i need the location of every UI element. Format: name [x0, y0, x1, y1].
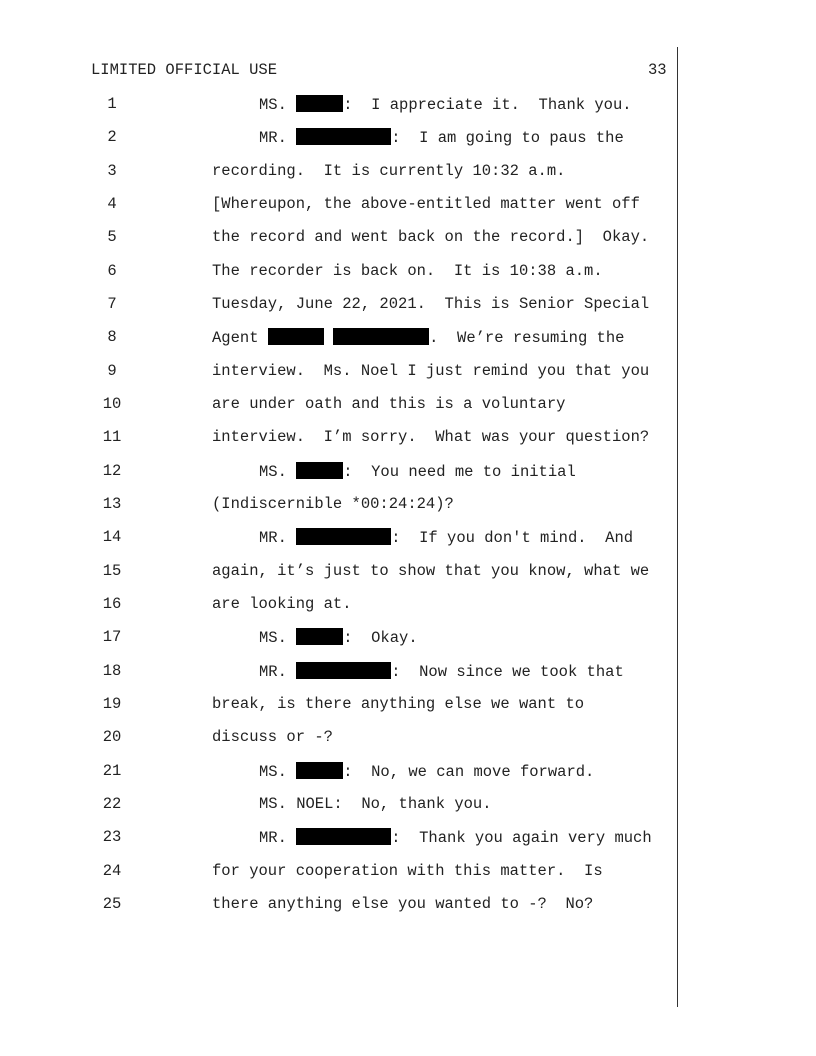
transcript-line: [0, 262, 690, 284]
transcript-line: [0, 495, 690, 517]
classification-marking: LIMITED OFFICIAL USE: [91, 61, 278, 79]
line-text: interview. Ms. Noel I just remind you that you: [212, 362, 650, 380]
line-content: : No, we can move forward.: [343, 763, 595, 781]
transcript-line: [0, 662, 690, 684]
line-number: 3: [107, 162, 117, 180]
line-number: 5: [107, 228, 117, 246]
transcript-line: [0, 462, 690, 484]
line-content: : I am going to paus the: [391, 129, 624, 147]
line-number: 4: [107, 195, 117, 213]
transcript-line: [0, 762, 690, 784]
line-text: Tuesday, June 22, 2021. This is Senior Special: [212, 295, 650, 313]
line-number: 13: [102, 495, 122, 513]
transcript-line: [0, 95, 690, 117]
line-text: interview. I’m sorry. What was your question?: [212, 428, 650, 446]
speaker-title: MS.: [259, 463, 297, 481]
redaction-block: [296, 662, 391, 679]
line-text: [259, 762, 594, 781]
line-number: 14: [102, 528, 122, 546]
line-number: 1: [107, 95, 117, 113]
transcript-line: [0, 295, 690, 317]
transcript-line: [0, 895, 690, 917]
redaction-block: [333, 328, 429, 345]
line-number: 9: [107, 362, 117, 380]
line-number: 8: [107, 328, 117, 346]
transcript-line: [0, 728, 690, 750]
transcript-line: [0, 862, 690, 884]
line-number: 15: [102, 562, 122, 580]
line-number: 6: [107, 262, 117, 280]
transcript-line: [0, 628, 690, 650]
redaction-block: [296, 828, 391, 845]
line-number: 7: [107, 295, 117, 313]
line-content: : Okay.: [343, 629, 418, 647]
line-number: 24: [102, 862, 122, 880]
transcript-line: [0, 328, 690, 350]
line-number: 22: [102, 795, 122, 813]
transcript-line: [0, 362, 690, 384]
line-text: recording. It is currently 10:32 a.m.: [212, 162, 566, 180]
redaction-block: [268, 328, 324, 345]
line-number: 2: [107, 128, 117, 146]
speaker-title: MR.: [259, 663, 297, 681]
line-text: [259, 528, 633, 547]
line-number: 25: [102, 895, 122, 913]
redaction-block: [296, 128, 391, 145]
line-text: are looking at.: [212, 595, 352, 613]
line-number: 11: [102, 428, 122, 446]
transcript-line: [0, 228, 690, 250]
redaction-block: [296, 462, 343, 479]
line-text: The recorder is back on. It is 10:38 a.m.: [212, 262, 603, 280]
line-text: there anything else you wanted to -? No?: [212, 895, 594, 913]
transcript-line: [0, 595, 690, 617]
transcript-line: [0, 562, 690, 584]
line-text: [212, 328, 624, 347]
speaker-title: MR.: [259, 529, 297, 547]
line-text: are under oath and this is a voluntary: [212, 395, 566, 413]
line-text: [259, 95, 632, 114]
line-text: break, is there anything else we want to: [212, 695, 585, 713]
line-number: 10: [102, 395, 122, 413]
line-text: (Indiscernible *00:24:24)?: [212, 495, 454, 513]
line-text: for your cooperation with this matter. Is: [212, 862, 603, 880]
line-content: : Thank you again very much: [391, 829, 652, 847]
speaker-title: MS.: [259, 96, 297, 114]
redaction-block: [296, 762, 343, 779]
line-text: [259, 662, 624, 681]
line-text: [259, 128, 624, 147]
line-content: : If you don't mind. And: [391, 529, 634, 547]
transcript-line: [0, 195, 690, 217]
transcript-line: [0, 695, 690, 717]
transcript-line: [0, 128, 690, 150]
redaction-block: [296, 95, 343, 112]
line-content: : Now since we took that: [391, 663, 624, 681]
line-text: the record and went back on the record.] Okay.: [212, 228, 650, 246]
line-content: : I appreciate it. Thank you.: [343, 96, 632, 114]
transcript-line: [0, 795, 690, 817]
line-text: [259, 828, 652, 847]
line-number: 12: [102, 462, 122, 480]
speaker-title: MR.: [259, 829, 297, 847]
line-text: [259, 628, 418, 647]
line-number: 21: [102, 762, 122, 780]
redaction-block: [296, 628, 343, 645]
line-content: Agent: [212, 329, 268, 347]
transcript-line: [0, 528, 690, 550]
line-number: 20: [102, 728, 122, 746]
line-content: : You need me to initial: [343, 463, 576, 481]
transcript-line: [0, 428, 690, 450]
line-number: 23: [102, 828, 122, 846]
transcript-line: [0, 395, 690, 417]
line-text: [259, 462, 576, 481]
speaker-title: MS.: [259, 629, 297, 647]
line-text: again, it’s just to show that you know, what we: [212, 562, 650, 580]
line-text: discuss or -?: [212, 728, 333, 746]
transcript-line: [0, 828, 690, 850]
line-number: 19: [102, 695, 122, 713]
line-content: . We’re resuming the: [429, 329, 625, 347]
speaker-title: MR.: [259, 129, 297, 147]
line-number: 18: [102, 662, 122, 680]
line-number: 17: [102, 628, 122, 646]
page-number: 33: [648, 61, 667, 79]
speaker-title: MS.: [259, 763, 297, 781]
line-number: 16: [102, 595, 122, 613]
transcript-line: [0, 162, 690, 184]
line-text: MS. NOEL: No, thank you.: [259, 795, 492, 813]
redaction-block: [296, 528, 391, 545]
line-text: [Whereupon, the above-entitled matter went off: [212, 195, 640, 213]
